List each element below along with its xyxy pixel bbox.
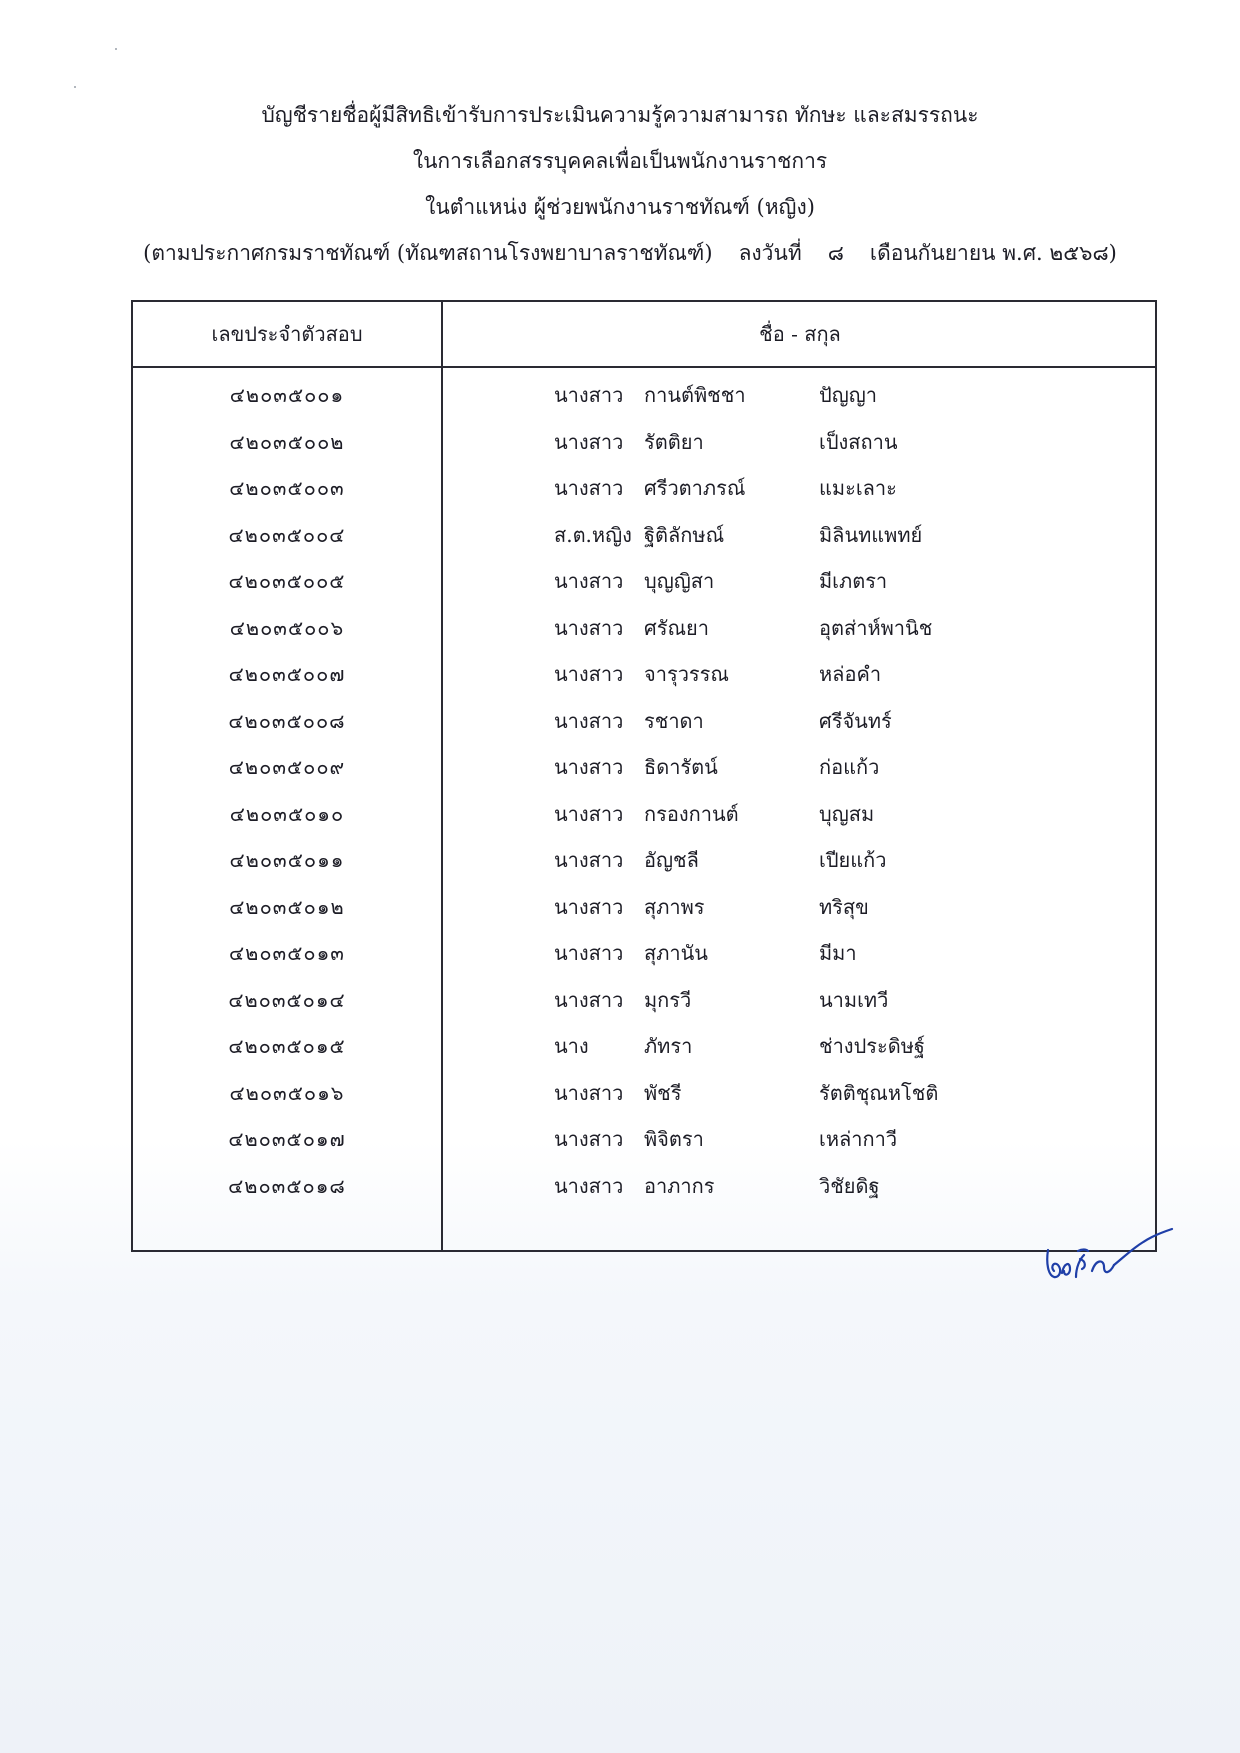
- last-name-cell: รัตติชุณหโชติ: [819, 1080, 939, 1105]
- announcement-year: พ.ศ. ๒๕๖๘): [1002, 241, 1117, 265]
- header-full-name: ชื่อ - สกุล: [759, 322, 841, 346]
- last-name-cell: ช่างประดิษฐ์: [819, 1034, 925, 1058]
- table-row: [133, 698, 1155, 745]
- first-name-cell: ธิดารัตน์: [644, 755, 718, 779]
- name-prefix-cell: นางสาว: [554, 1127, 624, 1151]
- table-row: [133, 1116, 1155, 1163]
- title-line-3: ในตำแหน่ง ผู้ช่วยพนักงานราชทัณฑ์ (หญิง): [425, 195, 815, 219]
- table-row: [133, 791, 1155, 838]
- first-name-cell: สุภานัน: [644, 941, 708, 965]
- first-name-cell: รัตติยา: [644, 429, 704, 454]
- announcement-line: [0, 230, 1240, 276]
- exam-id-cell: ๔๒๐๓๕๐๐๕: [228, 569, 346, 593]
- handwritten-signature: [1040, 1215, 1180, 1285]
- last-name-cell: เหล่ากาวี: [819, 1127, 898, 1151]
- last-name-cell: มีมา: [819, 941, 857, 965]
- candidate-table: [131, 300, 1157, 1252]
- table-row: [133, 977, 1155, 1024]
- document-header: [0, 92, 1240, 276]
- table-row: [133, 419, 1155, 466]
- header-exam-id: เลขประจำตัวสอบ: [211, 322, 363, 346]
- last-name-cell: ก่อแก้ว: [819, 755, 880, 779]
- name-prefix-cell: ส.ต.หญิง: [554, 522, 632, 547]
- announcement-day: ๘: [827, 241, 844, 265]
- first-name-cell: กานต์พิชชา: [644, 383, 746, 407]
- exam-id-cell: ๔๒๐๓๕๐๑๔: [228, 987, 346, 1012]
- name-prefix-cell: นางสาว: [554, 708, 624, 733]
- table-row: [133, 837, 1155, 884]
- name-prefix-cell: นางสาว: [554, 569, 624, 593]
- first-name-cell: อัญชลี: [644, 848, 699, 872]
- exam-id-cell: ๔๒๐๓๕๐๐๒: [229, 429, 345, 454]
- title-line-2: ในการเลือกสรรบุคคลเพื่อเป็นพนักงานราชการ: [412, 149, 828, 173]
- table-row: [133, 930, 1155, 977]
- last-name-cell: ศรีจันทร์: [819, 708, 892, 733]
- name-prefix-cell: นางสาว: [554, 476, 624, 500]
- first-name-cell: สุภาพร: [644, 894, 705, 919]
- last-name-cell: บุญสม: [819, 801, 875, 826]
- exam-id-cell: ๔๒๐๓๕๐๐๗: [228, 662, 346, 686]
- table-row: [133, 512, 1155, 559]
- name-prefix-cell: นางสาว: [554, 941, 624, 965]
- last-name-cell: เป็งสถาน: [819, 429, 898, 454]
- name-prefix-cell: นางสาว: [554, 987, 624, 1012]
- first-name-cell: ฐิติลักษณ์: [644, 522, 725, 547]
- table-row: [133, 884, 1155, 931]
- table-row: [133, 1163, 1155, 1210]
- first-name-cell: มุกรวี: [644, 987, 692, 1012]
- exam-id-cell: ๔๒๐๓๕๐๐๖: [229, 615, 345, 640]
- name-prefix-cell: นางสาว: [554, 894, 624, 919]
- last-name-cell: แมะเลาะ: [819, 476, 897, 500]
- last-name-cell: หล่อคำ: [819, 662, 882, 686]
- exam-id-cell: ๔๒๐๓๕๐๐๓: [229, 476, 345, 500]
- name-prefix-cell: นางสาว: [554, 429, 624, 454]
- first-name-cell: รชาดา: [644, 708, 704, 733]
- first-name-cell: ภัทรา: [644, 1034, 693, 1058]
- announcement-source: (ตามประกาศกรมราชทัณฑ์ (ทัณฑสถานโรงพยาบาลราชทัณฑ์): [143, 241, 713, 265]
- first-name-cell: จารุวรรณ: [644, 662, 729, 686]
- exam-id-cell: ๔๒๐๓๕๐๐๔: [228, 522, 346, 547]
- last-name-cell: เปียแก้ว: [819, 848, 887, 872]
- table-row: [133, 1023, 1155, 1070]
- announcement-date-label: ลงวันที่: [738, 241, 802, 265]
- last-name-cell: มิลินทแพทย์: [819, 522, 923, 547]
- first-name-cell: พัชรี: [644, 1080, 682, 1105]
- first-name-cell: กรองกานต์: [644, 801, 739, 826]
- first-name-cell: บุญญิสา: [644, 569, 715, 593]
- exam-id-cell: ๔๒๐๓๕๐๐๙: [228, 755, 346, 779]
- exam-id-cell: ๔๒๐๓๕๐๑๖: [229, 1080, 345, 1105]
- table-row: [133, 465, 1155, 512]
- name-prefix-cell: นางสาว: [554, 615, 624, 640]
- name-prefix-cell: นางสาว: [554, 848, 624, 872]
- table-row: [133, 605, 1155, 652]
- last-name-cell: อุตส่าห์พานิช: [819, 615, 933, 640]
- table-row: [133, 744, 1155, 791]
- exam-id-cell: ๔๒๐๓๕๐๑๑: [229, 848, 345, 872]
- table-row: [133, 1070, 1155, 1117]
- exam-id-cell: ๔๒๐๓๕๐๑๗: [228, 1127, 346, 1151]
- last-name-cell: ทริสุข: [819, 894, 869, 919]
- exam-id-cell: ๔๒๐๓๕๐๑๓: [229, 941, 345, 965]
- table-header-row: [133, 302, 1155, 368]
- exam-id-cell: ๔๒๐๓๕๐๑๘: [228, 1173, 346, 1198]
- exam-id-cell: ๔๒๐๓๕๐๑๐: [229, 801, 345, 826]
- first-name-cell: พิจิตรา: [644, 1127, 704, 1151]
- last-name-cell: ปัญญา: [819, 383, 878, 407]
- table-row: [133, 651, 1155, 698]
- exam-id-cell: ๔๒๐๓๕๐๑๕: [228, 1034, 346, 1058]
- first-name-cell: ศรัณยา: [644, 615, 709, 640]
- exam-id-cell: ๔๒๐๓๕๐๐๘: [228, 708, 346, 733]
- first-name-cell: ศรีวตาภรณ์: [644, 476, 746, 500]
- name-prefix-cell: นาง: [554, 1034, 589, 1058]
- exam-id-cell: ๔๒๐๓๕๐๐๑: [229, 383, 345, 407]
- table-row: [133, 558, 1155, 605]
- last-name-cell: วิชัยดิฐ: [819, 1173, 880, 1198]
- scan-speck: [115, 48, 117, 50]
- name-prefix-cell: นางสาว: [554, 662, 624, 686]
- first-name-cell: อาภากร: [644, 1173, 715, 1198]
- table-row: [133, 372, 1155, 419]
- name-prefix-cell: นางสาว: [554, 801, 624, 826]
- scan-speck: [74, 86, 76, 88]
- last-name-cell: นามเทวี: [819, 987, 889, 1012]
- name-prefix-cell: นางสาว: [554, 1080, 624, 1105]
- name-prefix-cell: นางสาว: [554, 1173, 624, 1198]
- last-name-cell: มีเภตรา: [819, 569, 888, 593]
- announcement-month: เดือนกันยายน: [869, 241, 996, 265]
- title-line-1: บัญชีรายชื่อผู้มีสิทธิเข้ารับการประเมินความรู้ความสามารถ ทักษะ และสมรรถนะ: [261, 103, 979, 127]
- exam-id-cell: ๔๒๐๓๕๐๑๒: [229, 894, 345, 919]
- table-body: [133, 372, 1155, 1209]
- name-prefix-cell: นางสาว: [554, 383, 624, 407]
- name-prefix-cell: นางสาว: [554, 755, 624, 779]
